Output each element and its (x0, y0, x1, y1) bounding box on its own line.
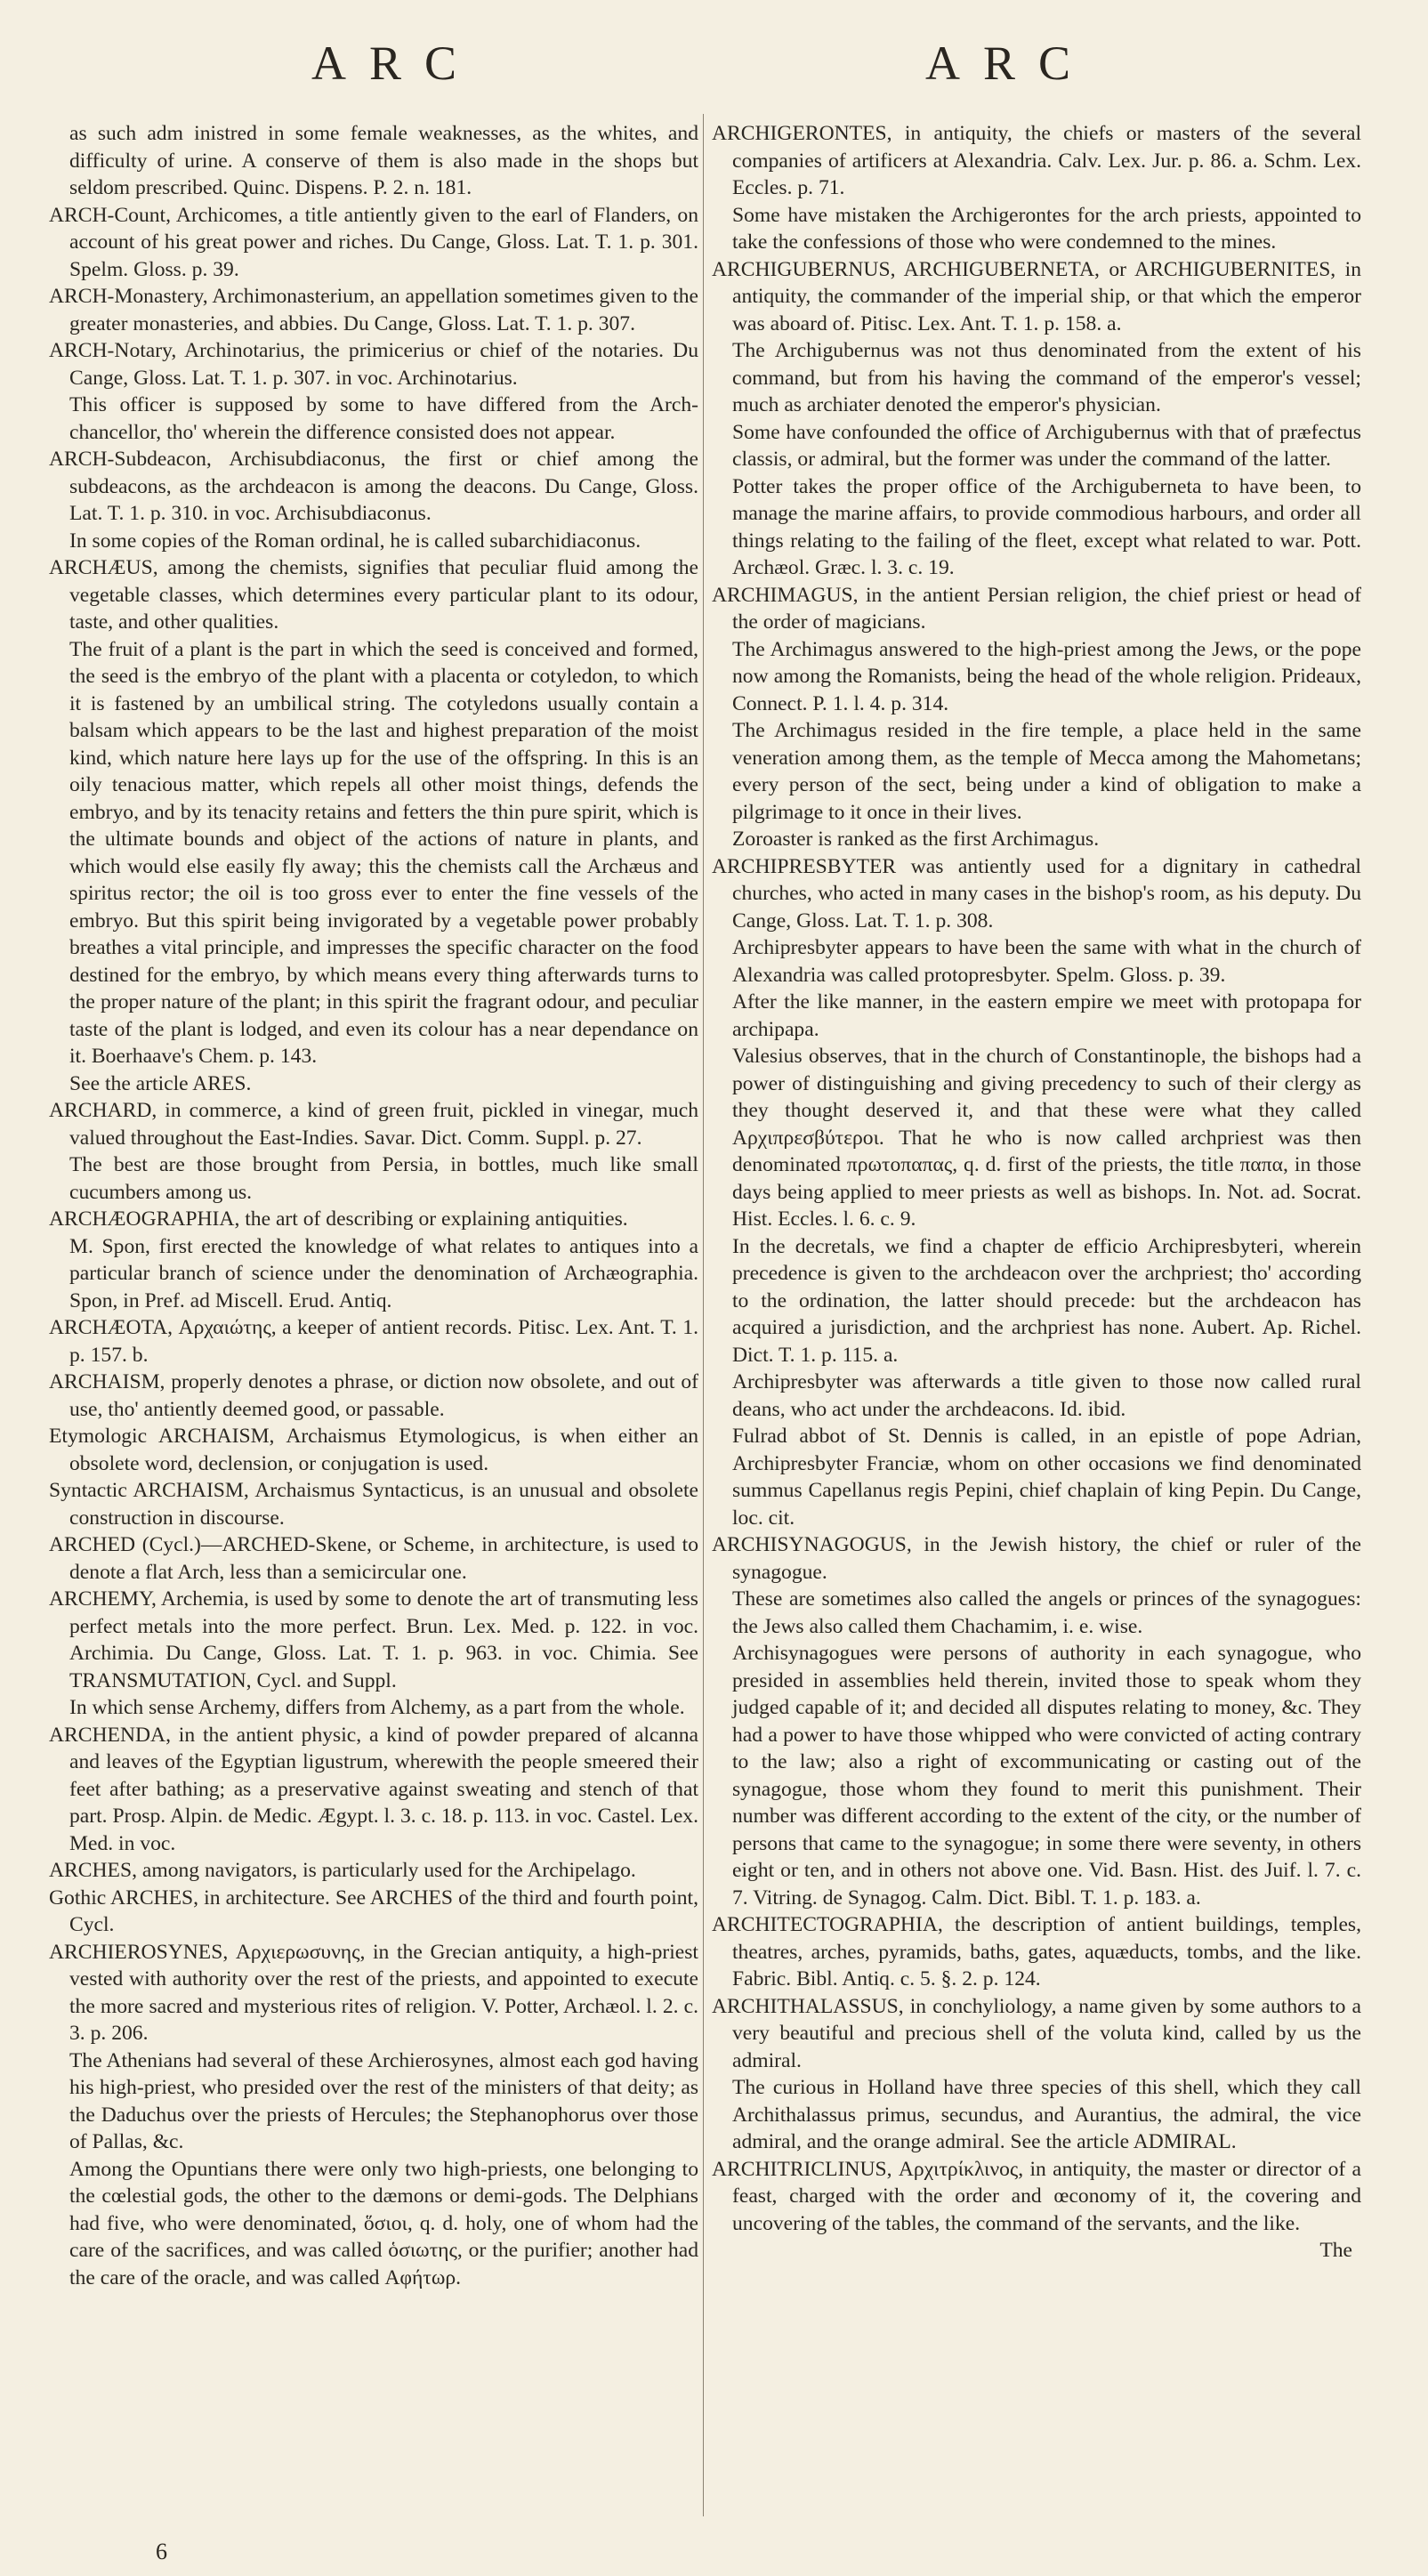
right-column (712, 120, 1361, 2265)
dictionary-entry: ARCHIPRESBYTER was antiently used for a dignitary in cathedral churches, who acted in many cases in the bishop's room, as his deputy. Du Cange, Gloss. Lat. T. 1. p. 308. (712, 854, 1361, 933)
dictionary-entry: Gothic ARCHES, in architecture. See ARCHES of the third and fourth point, Cycl. (49, 1886, 698, 1936)
entry-paragraph: The fruit of a plant is the part in which the seed is conceived and formed, the seed is the embryo of the plant with a placenta or cotyledon, to which it is fastened by an umbilical string. The cotyledons usually contain a balsam which appears to be the last and highest preparation of the moist kind, which nature here lays up for the use of the offspring. In this is an oily tenacious matter, which repels all other moist things, defends the embryo, and by its tenacity retains and fetters the thin pure spirit, which is the ultimate bounds and object of the actions of nature in plants, and which would else easily fly away; this the chemists call the Archæus and spiritus rector; the oil is too gross ever to enter the fine vessels of the embryo. But this spirit being invigorated by a vegetable power probably breathes a vital principle, and impresses the specific character on the food destined for the embryo, by which means every thing afterwards turns to the proper nature of the plant; in this spirit the fragrant odour, and peculiar taste of the plant is lodged, and even its colour has a near dependance on it. Boerhaave's Chem. p. 143. (69, 637, 698, 1068)
dictionary-entry: ARCHIGERONTES, in antiquity, the chiefs or masters of the several companies of artificers at Alexandria. Calv. Lex. Jur. p. 86. a. Schm. Lex. Eccles. p. 71. (712, 122, 1361, 199)
entry-paragraph: The best are those brought from Persia, in bottles, much like small cucumbers among us. (69, 1153, 698, 1204)
entry-paragraph: M. Spon, first erected the knowledge of what relates to antiques into a particular branch of science under the denomination of Archæographia. Spon, in Pref. ad Miscell. Erud. Antiq. (69, 1234, 698, 1312)
entry-paragraph: Zoroaster is ranked as the first Archimagus. (732, 828, 1100, 851)
entry-paragraph: Among the Opuntians there were only two high-priests, one belonging to the cœlestial gods, the other to the dæmons or demi-gods. The Delphians had five, who were denominated, ὅσιοι, q. d. holy, one of whom had the care of the sacrifices, and was called ὁσιωτης, or the purifier; another had the care of the oracle, and was called Αφήτωρ. (69, 2157, 698, 2289)
dictionary-entry: ARCH-Monastery, Archimonasterium, an appellation sometimes given to the greater monasteries, and abbies. Du Cange, Gloss. Lat. T. 1. p. 307. (49, 285, 698, 335)
dictionary-entry: ARCH-Count, Archicomes, a title antiently given to the earl of Flanders, on account of his great power and riches. Du Cange, Gloss. Lat. T. 1. p. 301. Spelm. Gloss. p. 39. (49, 203, 698, 281)
dictionary-entry: ARCHED (Cycl.)—ARCHED-Skene, or Scheme, in architecture, is used to denote a flat Arch, less than a semicircular one. (49, 1533, 698, 1584)
entry-paragraph: Archipresbyter was afterwards a title given to those now called rural deans, who act under the archdeacons. Id. ibid. (732, 1370, 1361, 1421)
dictionary-entry: ARCHÆUS, among the chemists, signifies that peculiar fluid among the vegetable classes, which determines every particular plant to its odour, taste, and other qualities. (49, 556, 698, 634)
dictionary-entry: ARCHÆOGRAPHIA, the art of describing or explaining antiquities. (49, 1207, 628, 1231)
entry-paragraph: Some have mistaken the Archigerontes for the arch priests, appointed to take the confessions of those who were condemned to the mines. (732, 203, 1361, 254)
dictionary-entry: ARCHÆOTA, Αρχαιώτης, a keeper of antient records. Pitisc. Lex. Ant. T. 1. p. 157. b. (49, 1316, 698, 1367)
dictionary-entry: ARCHISYNAGOGUS, in the Jewish history, the chief or ruler of the synagogue. (712, 1533, 1361, 1584)
entry-paragraph: Valesius observes, that in the church of Constantinople, the bishops had a power of distinguishing and giving precedency to such of their clergy as they thought deserved it, and that these were what they called Αρχιπρεσβύτεροι. That he who is now called archpriest was then denominated πρωτοπαπας, q. d. first of the priests, the title παπα, in those days being applied to meer priests as well as bishops. In. Not. ad. Socrat. Hist. Eccles. l. 6. c. 9. (732, 1045, 1361, 1231)
dictionary-entry: ARCHEMY, Archemia, is used by some to denote the art of transmuting less perfect metals into the more perfect. Brun. Lex. Med. p. 122. in voc. Archimia. Du Cange, Gloss. Lat. T. 1. p. 963. in voc. Chimia. See TRANSMUTATION, Cycl. and Suppl. (49, 1587, 698, 1692)
entry-paragraph: Some have confounded the office of Archigubernus with that of præfectus classis, or admiral, but the former was under the command of the latter. (732, 420, 1361, 471)
catchword: The (1319, 2239, 1352, 2262)
dictionary-entry: Etymologic ARCHAISM, Archaismus Etymologicus, is when either an obsolete word, declension, or conjugation is used. (49, 1425, 698, 1475)
dictionary-entry: ARCHIEROSYNES, Αρχιερωσυνης, in the Grecian antiquity, a high-priest vested with authority over the rest of the priests, and appointed to execute the more sacred and mysterious rites of religion. V. Potter, Archæol. l. 2. c. 3. p. 206. (49, 1940, 698, 2045)
entry-paragraph: After the like manner, in the eastern empire we meet with protopapa for archipapa. (732, 990, 1361, 1041)
entry-paragraph: The Athenians had several of these Archierosynes, almost each god having his high-priest, who presided over the rest of the ministers of that deity; as the Daduchus over the priests of Hercules; the Stephanophorus over those of Pallas, &c. (69, 2048, 698, 2153)
entry-paragraph: The curious in Holland have three species of this shell, which they call Archithalassus primus, secundus, and Aurantius, the admiral, the vice admiral, and the orange admiral. See the article ADMIRAL. (732, 2076, 1361, 2153)
dictionary-entry: ARCHAISM, properly denotes a phrase, or diction now obsolete, and out of use, tho' antiently deemed good, or passable. (49, 1370, 698, 1421)
entry-paragraph: In some copies of the Roman ordinal, he is called subarchidiaconus. (69, 529, 641, 553)
dictionary-entry: ARCHITRICLINUS, Αρχιτρίκλινος, in antiquity, the master or director of a feast, charged with the order and œconomy of it, the covering and uncovering of the tables, the command of the servants, and the like. (712, 2157, 1361, 2235)
dictionary-entry: ARCHENDA, in the antient physic, a kind of powder prepared of alcanna and leaves of the Egyptian ligustrum, wherewith the people smeered their feet after bathing; as a preservative against sweating and stench of that part. Prosp. Alpin. de Medic. Ægypt. l. 3. c. 18. p. 113. in voc. Castel. Lex. Med. in voc. (49, 1723, 698, 1855)
entry-paragraph: The Archigubernus was not thus denominated from the extent of his command, but from his having the command of the emperor's vessel; much as archiater denoted the emperor's physician. (732, 339, 1361, 416)
column-divider (703, 114, 704, 2516)
left-column (49, 120, 698, 2291)
dictionary-entry: Syntactic ARCHAISM, Archaismus Syntacticus, is an unusual and obsolete construction in discourse. (49, 1479, 698, 1530)
entry-paragraph: The Archimagus resided in the fire temple, a place held in the same veneration among them, as the temple of Mecca among the Mahometans; every person of the sect, being under a kind of obligation to make a pilgrimage to it once in their lives. (732, 719, 1361, 824)
dictionary-entry: ARCHITHALASSUS, in conchyliology, a name given by some authors to a very beautiful and precious shell of the voluta kind, called by us the admiral. (712, 1994, 1361, 2072)
dictionary-entry: ARCH-Notary, Archinotarius, the primicerius or chief of the notaries. Du Cange, Gloss. Lat. T. 1. p. 307. in voc. Archinotarius. (49, 339, 698, 390)
entry-paragraph: This officer is supposed by some to have differed from the Arch-chancellor, tho' wherein the difference consisted does not appear. (69, 393, 698, 444)
entry-paragraph: Fulrad abbot of St. Dennis is called, in an epistle of pope Adrian, Archipresbyter Franciæ, whom on other occasions we find denominated summus Capellanus regis Pepini, chief chaplain of king Pepin. Du Cange, loc. cit. (732, 1425, 1361, 1530)
entry-paragraph: In the decretals, we find a chapter de efficio Archipresbyteri, wherein precedence is given to the archdeacon over the archpriest; tho' according to the ordination, the latter should precede: but the archdeacon has acquired a jurisdiction, and the archpriest has none. Aubert. Ap. Richel. Dict. T. 1. p. 115. a. (732, 1234, 1361, 1367)
dictionary-entry: ARCHES, among navigators, is particularly used for the Archipelago. (49, 1859, 636, 1882)
entry-paragraph: as such adm inistred in some female weaknesses, as the whites, and difficulty of urine. A conserve of them is also made in the shops but seldom prescribed. Quinc. Dispens. P. 2. n. 181. (69, 122, 698, 199)
dictionary-entry: ARCHIGUBERNUS, ARCHIGUBERNETA, or ARCHIGUBERNITES, in antiquity, the commander of the imperial ship, or that which the emperor was aboard of. Pitisc. Lex. Ant. T. 1. p. 158. a. (712, 257, 1361, 335)
entry-paragraph: Archipresbyter appears to have been the same with what in the church of Alexandria was called protopresbyter. Spelm. Gloss. p. 39. (732, 936, 1361, 987)
entry-paragraph: See the article ARES. (69, 1071, 252, 1095)
entry-paragraph: Archisynagogues were persons of authority in each synagogue, who presided in assemblies held therein, invited those to speak whom they judged capable of it; and decided all disputes relating to money, &c. They had a power to have those whipped who were convicted of acting contrary to the law; also a right of excommunicating or casting out of the synagogue, those whom they found to merit this punishment. Their number was different according to the extent of the city, or the number of persons that came to the synagogue; in some there were seventy, in others eight or ten, and in others not above one. Vid. Basn. Hist. des Juif. l. 7. c. 7. Vitring. de Synagog. Calm. Dict. Bibl. T. 1. p. 183. a. (732, 1642, 1361, 1910)
running-head-left: ARC (311, 36, 480, 90)
dictionary-entry: ARCHITECTOGRAPHIA, the description of antient buildings, temples, theatres, arches, pyramids, baths, gates, aquæducts, tombs, and the like. Fabric. Bibl. Antiq. c. 5. §. 2. p. 124. (712, 1913, 1361, 1991)
dictionary-entry: ARCH-Subdeacon, Archisubdiaconus, the first or chief among the subdeacons, as the archdeacon is among the deacons. Du Cange, Gloss. Lat. T. 1. p. 310. in voc. Archisubdiaconus. (49, 448, 698, 525)
entry-paragraph: These are sometimes also called the angels or princes of the synagogues: the Jews also called them Chachamim, i. e. wise. (732, 1587, 1361, 1638)
entry-paragraph: The Archimagus answered to the high-priest among the Jews, or the pope now among the Romanists, being the head of the whole religion. Prideaux, Connect. P. 1. l. 4. p. 314. (732, 637, 1361, 715)
dictionary-entry: ARCHARD, in commerce, a kind of green fruit, pickled in vinegar, much valued throughout the East-Indies. Savar. Dict. Comm. Suppl. p. 27. (49, 1099, 698, 1150)
page-number: 6 (156, 2539, 167, 2564)
entry-paragraph: Potter takes the proper office of the Archiguberneta to have been, to manage the marine affairs, to provide commodious harbours, and order all things relating to the failing of the fleet, except what related to war. Pott. Archæol. Græc. l. 3. c. 19. (732, 474, 1361, 579)
dictionary-entry: ARCHIMAGUS, in the antient Persian religion, the chief priest or head of the order of magicians. (712, 583, 1361, 634)
entry-paragraph: In which sense Archemy, differs from Alchemy, as a part from the whole. (69, 1696, 685, 1719)
running-head-right: ARC (925, 36, 1094, 90)
